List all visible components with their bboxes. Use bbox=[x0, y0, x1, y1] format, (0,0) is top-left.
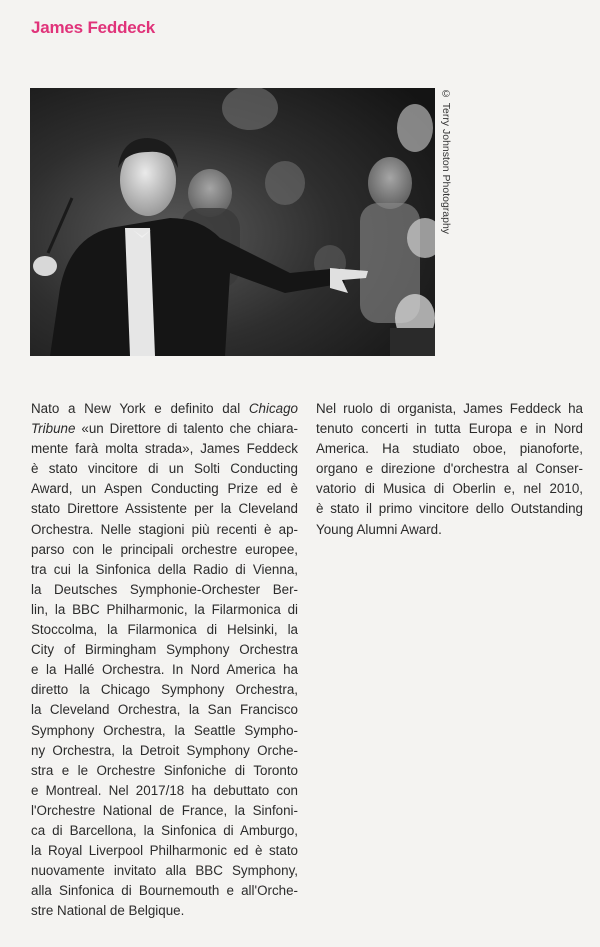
bio-line: City of Birmingham Symphony Orchestra bbox=[31, 642, 298, 658]
bio-line: è stato il primo vincitore dello Outstanding bbox=[316, 501, 583, 517]
bio-line: alla Sinfonica di Bournemouth e all'Orche- bbox=[31, 883, 298, 899]
bio-line: vatorio di Musica di Oberlin e, nel 2010, bbox=[316, 481, 583, 497]
bio-line bbox=[31, 399, 298, 419]
bio-line: e Montreal. Nel 2017/18 ha debuttato con bbox=[31, 782, 298, 798]
bio-italic-text: Tribune bbox=[31, 421, 76, 437]
bio-line: diretto la Chicago Symphony Orchestra, bbox=[31, 682, 298, 698]
bio-column-left bbox=[31, 399, 298, 921]
bio-line: la Royal Liverpool Philharmonic ed è stato bbox=[31, 843, 298, 859]
bio-line bbox=[31, 419, 298, 439]
photo-credit: © Terry Johnston Photography bbox=[440, 88, 452, 235]
bio-line: tra cui la Sinfonica della Radio di Vienna, bbox=[31, 561, 298, 577]
bio-line: l'Orchestre National de France, la Sinfoni- bbox=[31, 802, 298, 818]
bio-line: parso con le principali orchestre europee, bbox=[31, 541, 298, 557]
page-title: James Feddeck bbox=[31, 18, 156, 37]
bio-line: lin, la BBC Philharmonic, la Filarmonica di bbox=[31, 601, 298, 617]
bio-line: Orchestra. Nelle stagioni più recenti è ap- bbox=[31, 521, 298, 537]
bio-line: la Deutsches Symphonie-Orchester Ber- bbox=[31, 581, 298, 597]
bio-text: «un Direttore di talento che chiara- bbox=[75, 421, 298, 437]
bio-line: ca di Barcellona, la Sinfonica di Amburgo, bbox=[31, 822, 298, 838]
bio-line: organo e direzione d'orchestra al Conser- bbox=[316, 461, 583, 477]
bio-italic-text: Chicago bbox=[248, 401, 298, 416]
bio-line: stra e le Orchestre Sinfoniche di Toronto bbox=[31, 762, 298, 778]
bio-line: Stoccolma, la Filarmonica di Helsinki, la bbox=[31, 622, 298, 638]
bio-line: Award, un Aspen Conducting Prize ed è bbox=[31, 481, 298, 497]
bio-line: mente farà molta strada», James Feddeck bbox=[31, 441, 298, 457]
bio-line: la Cleveland Orchestra, la San Francisco bbox=[31, 702, 298, 718]
bio-line: stre National de Belgique. bbox=[31, 903, 185, 919]
bio-line: stato Direttore Assistente per la Cleveland bbox=[31, 501, 298, 517]
bio-line: nuovamente invitato alla BBC Symphony, bbox=[31, 863, 298, 879]
bio-line: e la Hallé Orchestra. In Nord America ha bbox=[31, 662, 298, 678]
bio-line: America. Ha studiato oboe, pianoforte, bbox=[316, 441, 583, 457]
bio-column-right bbox=[316, 399, 583, 540]
bio-text: Nato a New York e definito dal bbox=[31, 401, 249, 416]
bio-line: ny Orchestra, la Detroit Symphony Orche- bbox=[31, 742, 298, 758]
bio-line: è stato vincitore di un Solti Conducting bbox=[31, 461, 298, 477]
bio-line: Nel ruolo di organista, James Feddeck ha bbox=[316, 401, 583, 416]
conductor-photo bbox=[30, 88, 435, 356]
bio-line: Symphony Orchestra, la Seattle Sympho- bbox=[31, 722, 298, 738]
bio-line: Young Alumni Award. bbox=[316, 521, 442, 537]
bio-line: tenuto concerti in tutta Europa e in Nord bbox=[316, 421, 583, 437]
